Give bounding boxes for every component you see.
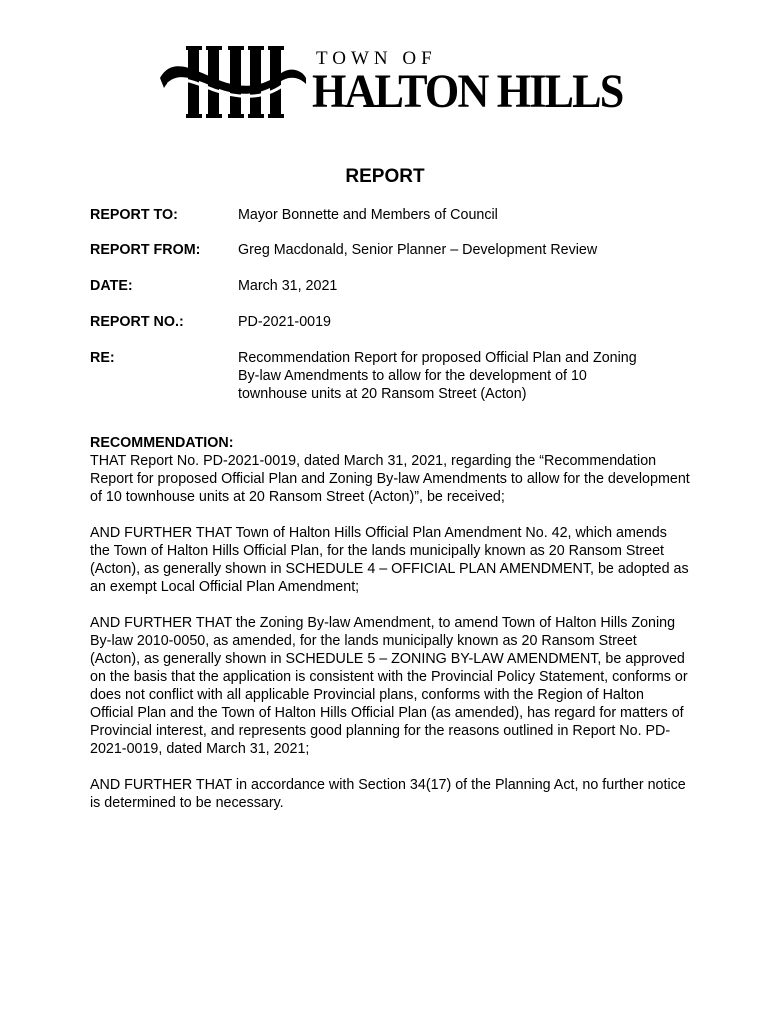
meta-value: March 31, 2021: [238, 278, 338, 294]
halton-hills-monogram-icon: [158, 44, 308, 120]
meta-value: Greg Macdonald, Senior Planner – Development Review: [238, 242, 598, 258]
recommendation-section: [90, 434, 690, 830]
meta-value: Mayor Bonnette and Members of Council: [238, 207, 498, 223]
paragraph: AND FURTHER THAT in accordance with Section 34(17) of the Planning Act, no further notice is determined to be necessary.: [90, 777, 686, 811]
paragraph: AND FURTHER THAT the Zoning By-law Amendment, to amend Town of Halton Hills Zoning By-law 2010-0050, as amended, for the lands municipally known as 20 Ransom Street (Acton), as generally shown in SCHEDULE 5 – ZONING BY-LAW AMENDMENT, be approved on the basis that the application is consistent with the Provincial Policy Statement, conforms or does not conflict with all applicable Provincial plans, conforms with the Region of Halton Official Plan and the Town of Halton Hills Official Plan (as amended), has regard for matters of Provincial interest, and represents good planning for the reasons outlined in Report No. PD-2021-0019, dated March 31, 2021;: [90, 615, 688, 757]
meta-label: REPORT FROM:: [90, 242, 201, 258]
meta-label: RE:: [90, 350, 115, 366]
meta-value: Recommendation Report for proposed Official Plan and Zoning By-law Amendments to allow for the development of 10 townhouse units at 20 Ransom Street (Acton): [238, 350, 637, 402]
report-title: REPORT: [345, 166, 425, 187]
paragraph: THAT Report No. PD-2021-0019, dated March 31, 2021, regarding the “Recommendation Report for proposed Official Plan and Zoning By-law Amendments to allow for the development of 10 townhouse units at 20 Ransom Street (Acton)”, be received;: [90, 453, 690, 505]
section-heading: RECOMMENDATION:: [90, 435, 234, 451]
logo-town-text: TOWN OF: [316, 48, 437, 69]
meta-label: REPORT NO.:: [90, 314, 184, 330]
logo-name-text: HALTON HILLS: [312, 65, 623, 118]
town-logo: [158, 44, 623, 120]
meta-label: DATE:: [90, 278, 133, 294]
paragraph: AND FURTHER THAT Town of Halton Hills Official Plan Amendment No. 42, which amends the Town of Halton Hills Official Plan, for the lands municipally known as 20 Ransom Street (Acton), as generally shown in SCHEDULE 4 – OFFICIAL PLAN AMENDMENT, be adopted as an exempt Local Official Plan Amendment;: [90, 525, 689, 595]
meta-label: REPORT TO:: [90, 207, 178, 223]
meta-value: PD-2021-0019: [238, 314, 331, 330]
